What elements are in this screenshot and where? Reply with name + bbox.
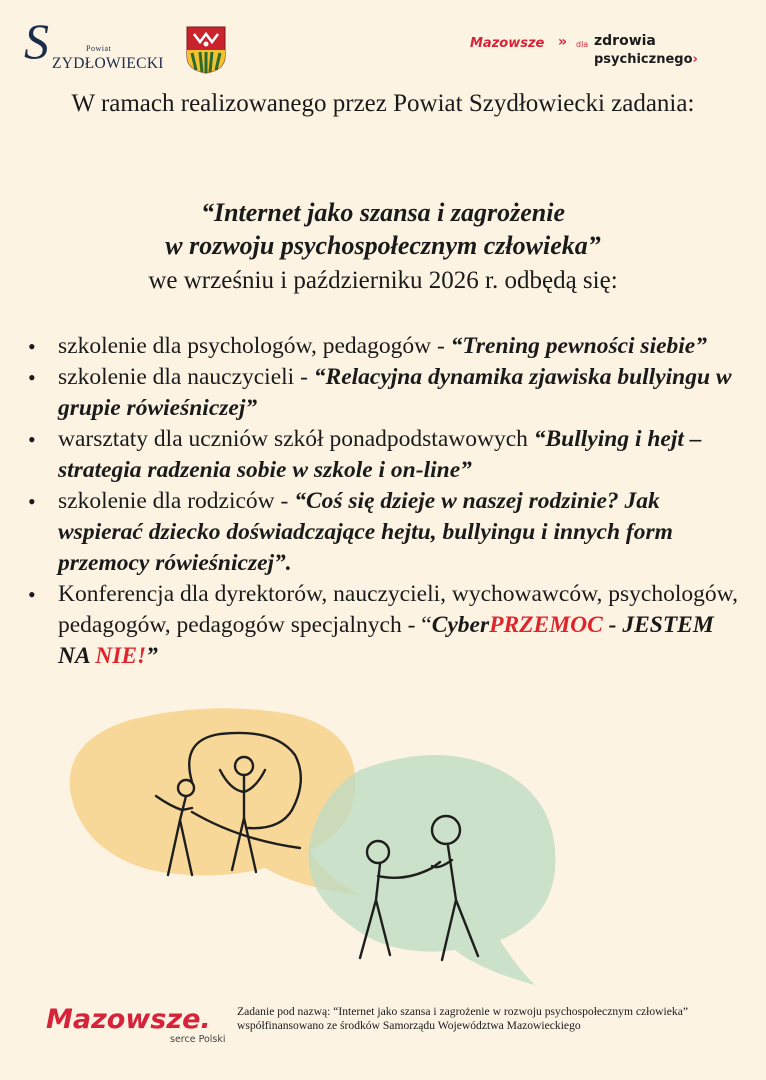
two-speech-bubbles-with-people-icon <box>60 700 580 990</box>
item-title-nie: NIE! <box>95 643 147 669</box>
footer <box>0 1000 766 1060</box>
list-item <box>22 331 742 362</box>
mazowsze-serce-polski-logo <box>46 1004 236 1048</box>
list-item <box>22 362 742 424</box>
bullet: • <box>28 334 36 359</box>
bullet: • <box>28 365 36 390</box>
footer-logo-sub: serce Polski <box>170 1034 226 1045</box>
double-chevron-icon: » <box>558 34 568 50</box>
intro-text: W ramach realizowanego przez Powiat Szydłowiecki zadania: <box>71 90 695 117</box>
header <box>0 0 766 90</box>
powiat-logo-name: ZYDŁOWIECKI <box>52 55 164 72</box>
list-item <box>22 424 742 486</box>
list-item <box>22 486 742 579</box>
item-plain: szkolenie dla psychologów, pedagogów - <box>58 333 451 359</box>
item-title: “Relacyjna dynamika zjawiska bullyingu w grupie rówieśniczej” <box>58 364 732 421</box>
event-title-line2: w rozwoju psychospołecznym człowieka” <box>165 231 601 260</box>
events-list <box>22 331 742 672</box>
event-title <box>40 196 726 262</box>
item-title-przemoc: PRZEMOC <box>489 612 603 638</box>
list-item <box>22 579 742 672</box>
item-title-cyber: Cyber <box>431 612 490 638</box>
mazowsze-psychicznego-text: psychicznego <box>594 52 693 67</box>
item-title: “Trening pewności siebie” <box>450 333 707 359</box>
footer-logo-word: Mazowsze. <box>46 1004 211 1035</box>
bullet: • <box>28 489 36 514</box>
mazowsze-dla-zdrowia-logo <box>470 30 710 74</box>
mazowsze-psychicznego <box>594 52 698 67</box>
mazowsze-word: Mazowsze <box>470 36 545 51</box>
mazowsze-zdrowia: zdrowia <box>594 33 656 49</box>
coat-of-arms-icon <box>186 26 226 74</box>
item-plain: Konferencja dla dyrektorów, nauczycieli, wychowawców, psychologów, pedagogów, pedagogów specjalnych - “ <box>58 581 738 638</box>
powiat-szydlowiecki-logo <box>24 13 184 74</box>
funding-note: Zadanie pod nazwą: “Internet jako szansa i zagrożenie w rozwoju psychospołecznym człowieka” współfinansowano ze środków Samorządu Województwa Mazowieckiego <box>237 1005 688 1032</box>
bullet: • <box>28 427 36 452</box>
item-title: “Coś się dzieje w naszej rodzinie? Jak wspierać dziecko doświadczające hejtu, bullyingu i innych form przemocy rówieśniczej”. <box>58 488 673 576</box>
item-title-jestem-na: - JESTEM NA <box>58 612 714 669</box>
powiat-logo-small: Powiat <box>86 44 112 53</box>
item-title-close-quote: ” <box>146 643 158 669</box>
powiat-logo-initial: S <box>24 13 49 69</box>
event-title-line1: “Internet jako szansa i zagrożenie <box>200 198 566 227</box>
item-plain: szkolenie dla rodziców - <box>58 488 295 514</box>
item-title: “Bullying i hejt – strategia radzenia sobie w szkole i on-line” <box>58 426 702 483</box>
item-plain: warsztaty dla uczniów szkół ponadpodstawowych <box>58 426 534 452</box>
item-plain: szkolenie dla nauczycieli - <box>58 364 314 390</box>
mazowsze-dla: dla <box>576 40 589 49</box>
chevron-right-icon: › <box>692 52 698 67</box>
date-line: we wrześniu i październiku 2026 r. odbędą się: <box>148 267 618 294</box>
bullet: • <box>28 582 36 607</box>
